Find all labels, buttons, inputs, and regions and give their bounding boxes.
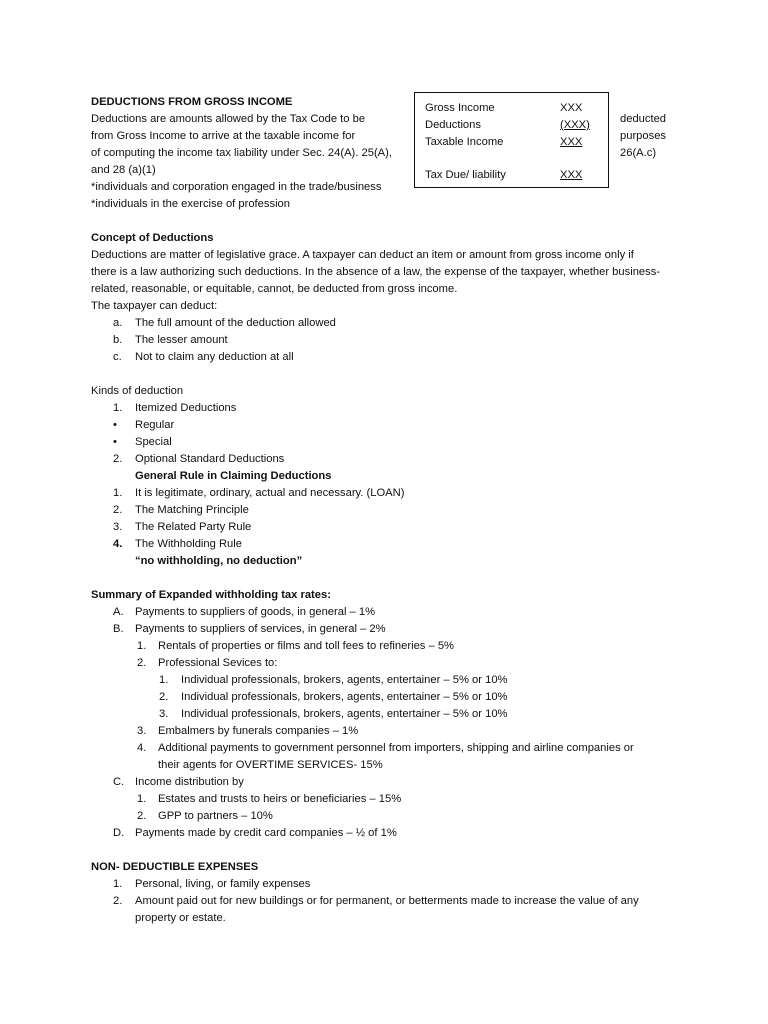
side-word: deducted — [620, 113, 667, 125]
list-marker: 3. — [113, 521, 123, 533]
list-marker: 1. — [113, 878, 123, 890]
list-item: The full amount of the deduction allowed — [135, 317, 336, 329]
list-marker: 1. — [137, 640, 147, 652]
list-item: The Related Party Rule — [135, 521, 252, 533]
list-marker: 2. — [113, 895, 123, 907]
list-item: Estates and trusts to heirs or beneficiaries – 15% — [158, 793, 402, 805]
concept-para-line: there is a law authorizing such deductions. In the absence of a law, the expense of the taxpayer, whether business- — [91, 266, 661, 278]
concept-para-line: Deductions are matter of legislative grace. A taxpayer can deduct an item or amount from gross income only if — [91, 249, 634, 261]
list-marker: 2. — [159, 691, 169, 703]
list-marker: 2. — [137, 810, 147, 822]
box-row-label: Deductions — [425, 119, 481, 131]
income-formula-box — [414, 92, 609, 188]
list-item: Additional payments to government personnel from importers, shipping and airline companies or — [158, 742, 634, 754]
list-marker: 3. — [137, 725, 147, 737]
bullet-icon: • — [113, 419, 117, 431]
list-item-continuation: property or estate. — [135, 912, 226, 924]
rule-quote: “no withholding, no deduction” — [135, 555, 303, 567]
list-item: It is legitimate, ordinary, actual and necessary. (LOAN) — [135, 487, 405, 499]
list-marker: 4. — [113, 538, 123, 550]
intro-line: and 28 (a)(1) — [91, 164, 156, 176]
box-row-value: XXX — [560, 102, 583, 114]
list-item: GPP to partners – 10% — [158, 810, 273, 822]
nondeductible-heading: NON- DEDUCTIBLE EXPENSES — [91, 861, 259, 873]
list-item: Embalmers by funerals companies – 1% — [158, 725, 359, 737]
list-marker: 2. — [113, 504, 123, 516]
list-item: Rentals of properties or films and toll fees to refineries – 5% — [158, 640, 454, 652]
box-row-value: XXX — [560, 169, 583, 181]
box-row-value: (XXX) — [560, 119, 590, 131]
list-marker: D. — [113, 827, 125, 839]
kinds-heading: Kinds of deduction — [91, 385, 184, 397]
intro-line: Deductions are amounts allowed by the Tax Code to be — [91, 113, 366, 125]
box-row-label: Gross Income — [425, 102, 495, 114]
list-marker: 2. — [137, 657, 147, 669]
list-marker: 1. — [159, 674, 169, 686]
box-row-value: XXX — [560, 136, 583, 148]
list-item: Individual professionals, brokers, agents, entertainer – 5% or 10% — [181, 691, 508, 703]
list-marker: b. — [113, 334, 123, 346]
list-marker: C. — [113, 776, 125, 788]
list-marker: 2. — [113, 453, 123, 465]
intro-heading: DEDUCTIONS FROM GROSS INCOME — [91, 96, 293, 108]
box-row-label: Tax Due/ liability — [425, 169, 506, 181]
summary-heading: Summary of Expanded withholding tax rates: — [91, 589, 331, 601]
list-marker: A. — [113, 606, 124, 618]
list-item: Personal, living, or family expenses — [135, 878, 311, 890]
intro-line: *individuals and corporation engaged in the trade/business — [91, 181, 382, 193]
intro-line: of computing the income tax liability under Sec. 24(A). 25(A), — [91, 147, 392, 159]
list-item: Special — [135, 436, 172, 448]
list-marker: 1. — [137, 793, 147, 805]
list-item: Itemized Deductions — [135, 402, 237, 414]
list-item: Individual professionals, brokers, agents, entertainer – 5% or 10% — [181, 674, 508, 686]
list-item: Payments to suppliers of goods, in general – 1% — [135, 606, 376, 618]
list-item: Payments to suppliers of services, in general – 2% — [135, 623, 386, 635]
list-item: Optional Standard Deductions — [135, 453, 285, 465]
bullet-icon: • — [113, 436, 117, 448]
list-item: Amount paid out for new buildings or for permanent, or betterments made to increase the value of any — [135, 895, 639, 907]
list-marker: 1. — [113, 487, 123, 499]
box-row-label: Taxable Income — [425, 136, 504, 148]
list-item: Professional Sevices to: — [158, 657, 278, 669]
list-marker: 3. — [159, 708, 169, 720]
list-item: The lesser amount — [135, 334, 228, 346]
list-marker: B. — [113, 623, 124, 635]
intro-line: from Gross Income to arrive at the taxable income for — [91, 130, 356, 142]
list-marker: 4. — [137, 742, 147, 754]
intro-line: *individuals in the exercise of profession — [91, 198, 290, 210]
list-item: The Withholding Rule — [135, 538, 242, 550]
list-marker: c. — [113, 351, 122, 363]
list-item: Not to claim any deduction at all — [135, 351, 294, 363]
can-deduct-line: The taxpayer can deduct: — [91, 300, 218, 312]
concept-para-line: related, reasonable, or equitable, cannot, be deducted from gross income. — [91, 283, 458, 295]
list-item-continuation: their agents for OVERTIME SERVICES- 15% — [158, 759, 383, 771]
list-marker: a. — [113, 317, 123, 329]
list-item: Individual professionals, brokers, agents, entertainer – 5% or 10% — [181, 708, 508, 720]
concept-heading: Concept of Deductions — [91, 232, 214, 244]
rule-heading: General Rule in Claiming Deductions — [135, 470, 332, 482]
side-word: 26(A.c) — [620, 147, 657, 159]
list-item: Payments made by credit card companies – ½ of 1% — [135, 827, 397, 839]
list-item: Regular — [135, 419, 175, 431]
list-item: The Matching Principle — [135, 504, 249, 516]
side-word: purposes — [620, 130, 667, 142]
list-marker: 1. — [113, 402, 123, 414]
list-item: Income distribution by — [135, 776, 244, 788]
